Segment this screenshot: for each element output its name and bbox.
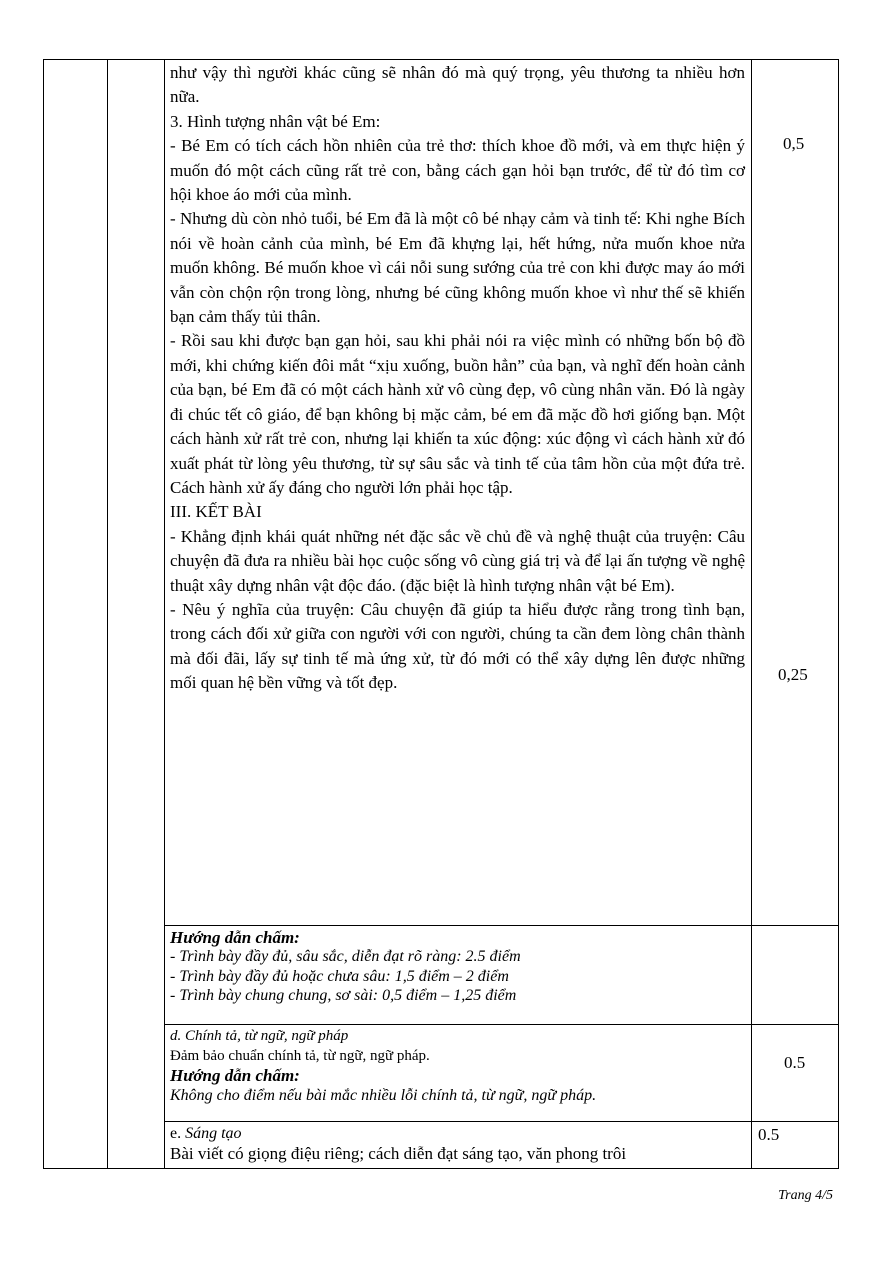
creativity-title: Sáng tạo	[185, 1125, 242, 1142]
creativity-heading	[170, 1124, 745, 1144]
paragraph: - Rồi sau khi được bạn gạn hỏi, sau khi phải nói ra việc mình có những bốn bộ đồ mới, khi chứng kiến đôi mắt “xịu xuống, buồn hẳn” của bạn, và nghĩ đến hoàn cảnh của bạn, bé Em đã có một cách hành xử vô cùng đẹp, vô cùng nhân văn. Đó là ngày đi chúc tết cô giáo, để bạn không bị mặc cảm, bé em đã mặc đồ hơi giống bạn. Một cách hành xử rất trẻ con, nhưng lại khiến ta xúc động: xúc động vì cách hành xử đó xuất phát từ lòng yêu thương, từ sự sâu sắc và tinh tế của tâm hồn của một đứa trẻ. Cách hành xử ấy đáng cho người lớn phải học tập.	[170, 331, 745, 497]
paragraph: - Nhưng dù còn nhỏ tuổi, bé Em đã là một cô bé nhạy cảm và tinh tế: Khi nghe Bích nói về hoàn cảnh của mình, bé Em đã khựng lại, hết hứng, nửa muốn khoe nửa muốn không. Bé muốn khoe vì cái nỗi sung sướng của trẻ con khi được may áo mới vẫn còn chộn rộn trong lòng, nhưng bé cũng không muốn khoe vì như thế sẽ khiến bạn cảm thấy tủi thân.	[170, 209, 745, 327]
grading-guide	[170, 928, 745, 1005]
paragraph: 3. Hình tượng nhân vật bé Em:	[170, 111, 381, 131]
table-border-bottom	[43, 1168, 839, 1169]
row-divider-2	[164, 1024, 839, 1025]
table-border-left	[43, 59, 44, 1169]
spelling-section	[170, 1027, 745, 1105]
score-value: 0,5	[783, 134, 805, 153]
spelling-guide-heading: Hướng dẫn chấm:	[170, 1066, 300, 1085]
creativity-text: Bài viết có giọng điệu riêng; cách diễn đạt sáng tạo, văn phong trôi	[170, 1144, 627, 1163]
table-border-col2	[107, 59, 108, 1169]
score-value: 0.5	[784, 1053, 806, 1072]
row-divider-1	[164, 925, 839, 926]
paragraph: - Khẳng định khái quát những nét đặc sắc về chủ đề và nghệ thuật của truyện: Câu chuyện đã đưa ra nhiều bài học cuộc sống vô cùng giá trị và để lại ấn tượng về nghệ thuật xây dựng nhân vật độc đáo. (đặc biệt là hình tượng nhân vật bé Em).	[170, 526, 745, 595]
spelling-text: Đảm bảo chuẩn chính tả, từ ngữ, ngữ pháp.	[170, 1047, 430, 1064]
score-value: 0.5	[758, 1125, 780, 1144]
grading-heading: Hướng dẫn chấm:	[170, 928, 300, 947]
spelling-guide-text: Không cho điểm nếu bài mắc nhiều lỗi chính tả, từ ngữ, ngữ pháp.	[170, 1086, 597, 1104]
paragraph: - Bé Em có tích cách hồn nhiên của trẻ thơ: thích khoe đồ mới, và em thực hiện ý muốn đó một cách cũng rất trẻ con, bằng cách gạn hỏi bạn trước, để từ đó tìm cơ hội khoe áo mới của mình.	[170, 136, 745, 205]
creativity-prefix: e.	[170, 1125, 186, 1142]
table-border-top	[43, 59, 839, 60]
page-number: Trang 4/5	[778, 1188, 833, 1203]
paragraph: như vậy thì người khác cũng sẽ nhân đó mà quý trọng, yêu thương ta nhiều hơn nữa.	[170, 63, 745, 107]
content-section	[170, 61, 745, 696]
row-divider-3	[164, 1121, 839, 1122]
paragraph: - Nêu ý nghĩa của truyện: Câu chuyện đã giúp ta hiểu được rằng trong tình bạn, trong cách đối xử giữa con người với con người, chúng ta cần đem lòng chân thành mà đối đãi, lấy sự tinh tế mà ứng xử, từ đó mới có thể xây dựng lên được những mối quan hệ bền vững và tốt đẹp.	[170, 599, 745, 693]
section-heading: III. KẾT BÀI	[170, 502, 262, 522]
table-border-right	[838, 59, 839, 1169]
creativity-section	[170, 1124, 745, 1164]
spelling-heading: d. Chính tả, từ ngữ, ngữ pháp	[170, 1028, 349, 1044]
score-value: 0,25	[778, 665, 808, 684]
table-border-col3	[164, 59, 165, 1169]
grading-line: - Trình bày đầy đủ hoặc chưa sâu: 1,5 điểm – 2 điểm	[170, 967, 509, 985]
table-border-col4	[751, 59, 752, 1169]
grading-line: - Trình bày chung chung, sơ sài: 0,5 điểm – 1,25 điểm	[170, 986, 517, 1004]
grading-line: - Trình bày đầy đủ, sâu sắc, diễn đạt rõ ràng: 2.5 điểm	[170, 948, 521, 966]
